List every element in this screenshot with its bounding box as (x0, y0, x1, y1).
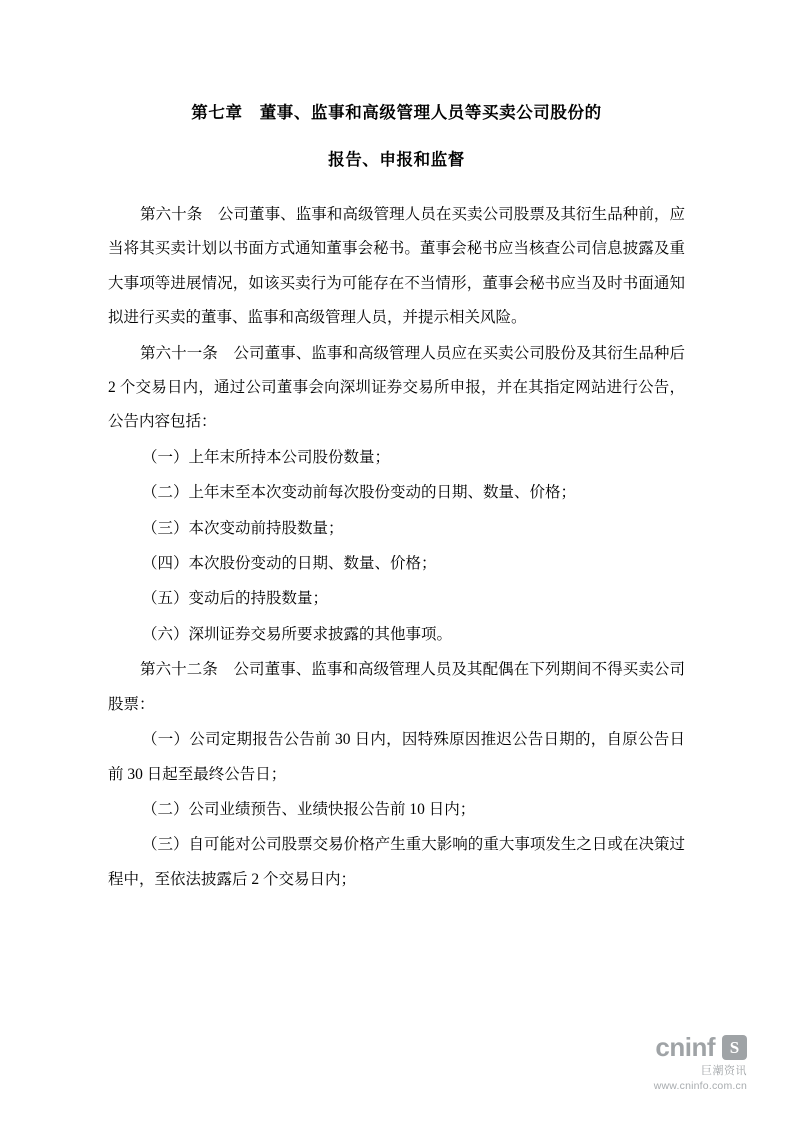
paragraph-item-61-6: （六）深圳证券交易所要求披露的其他事项。 (142, 625, 453, 643)
paragraph-article-62: 第六十二条 公司董事、监事和高级管理人员及其配偶在下列期间不得买卖公司股票： (108, 661, 685, 713)
watermark-url: www.cninfo.com.cn (653, 1080, 747, 1092)
paragraph-item-61-1: （一）上年末所持本公司股份数量； (142, 448, 391, 466)
paragraph-item-62-3: （三）自可能对公司股票交易价格产生重大影响的重大事项发生之日或在决策过程中，至依法披露后 2 个交易日内； (108, 836, 685, 888)
paragraph-item-61-4: （四）本次股份变动的日期、数量、价格； (142, 555, 437, 573)
paragraph-article-61: 第六十一条 公司董事、监事和高级管理人员应在买卖公司股份及其衍生品种后 2 个交易日内，通过公司董事会向深圳证券交易所申报，并在其指定网站进行公告，公告内容包括： (108, 344, 685, 431)
cninfo-logo: cninf (655, 1032, 715, 1062)
watermark-company-name: 巨潮资讯 (701, 1065, 747, 1077)
paragraph-item-61-2: （二）上年末至本次变动前每次股份变动的日期、数量、价格； (142, 484, 577, 502)
paragraph-item-62-1: （一）公司定期报告公告前 30 日内，因特殊原因推迟公告日期的，自原公告日前 30 日起至最终公告日； (108, 731, 685, 783)
cninfo-badge-icon: S (722, 1035, 747, 1060)
paragraph-item-61-3: （三）本次变动前持股数量； (142, 519, 344, 537)
chapter-subtitle: 报告、申报和监督 (328, 150, 465, 169)
watermark-logo-row (527, 1034, 747, 1060)
paragraph-article-60: 第六十条 公司董事、监事和高级管理人员在买卖公司股票及其衍生品种前，应当将其买卖计划以书面方式通知董事会秘书。董事会秘书应当核查公司信息披露及重大事项等进展情况，如该买卖行为可能存在不当情形，董事会秘书应当及时书面通知拟进行买卖的董事、监事和高级管理人员，并提示相关风险。 (108, 206, 685, 327)
watermark (527, 1034, 747, 1092)
chapter-title: 第七章 董事、监事和高级管理人员等买卖公司股份的 (191, 103, 602, 122)
paragraph-item-62-2: （二）公司业绩预告、业绩快报公告前 10 日内； (142, 800, 476, 818)
paragraph-item-61-5: （五）变动后的持股数量； (142, 590, 329, 608)
